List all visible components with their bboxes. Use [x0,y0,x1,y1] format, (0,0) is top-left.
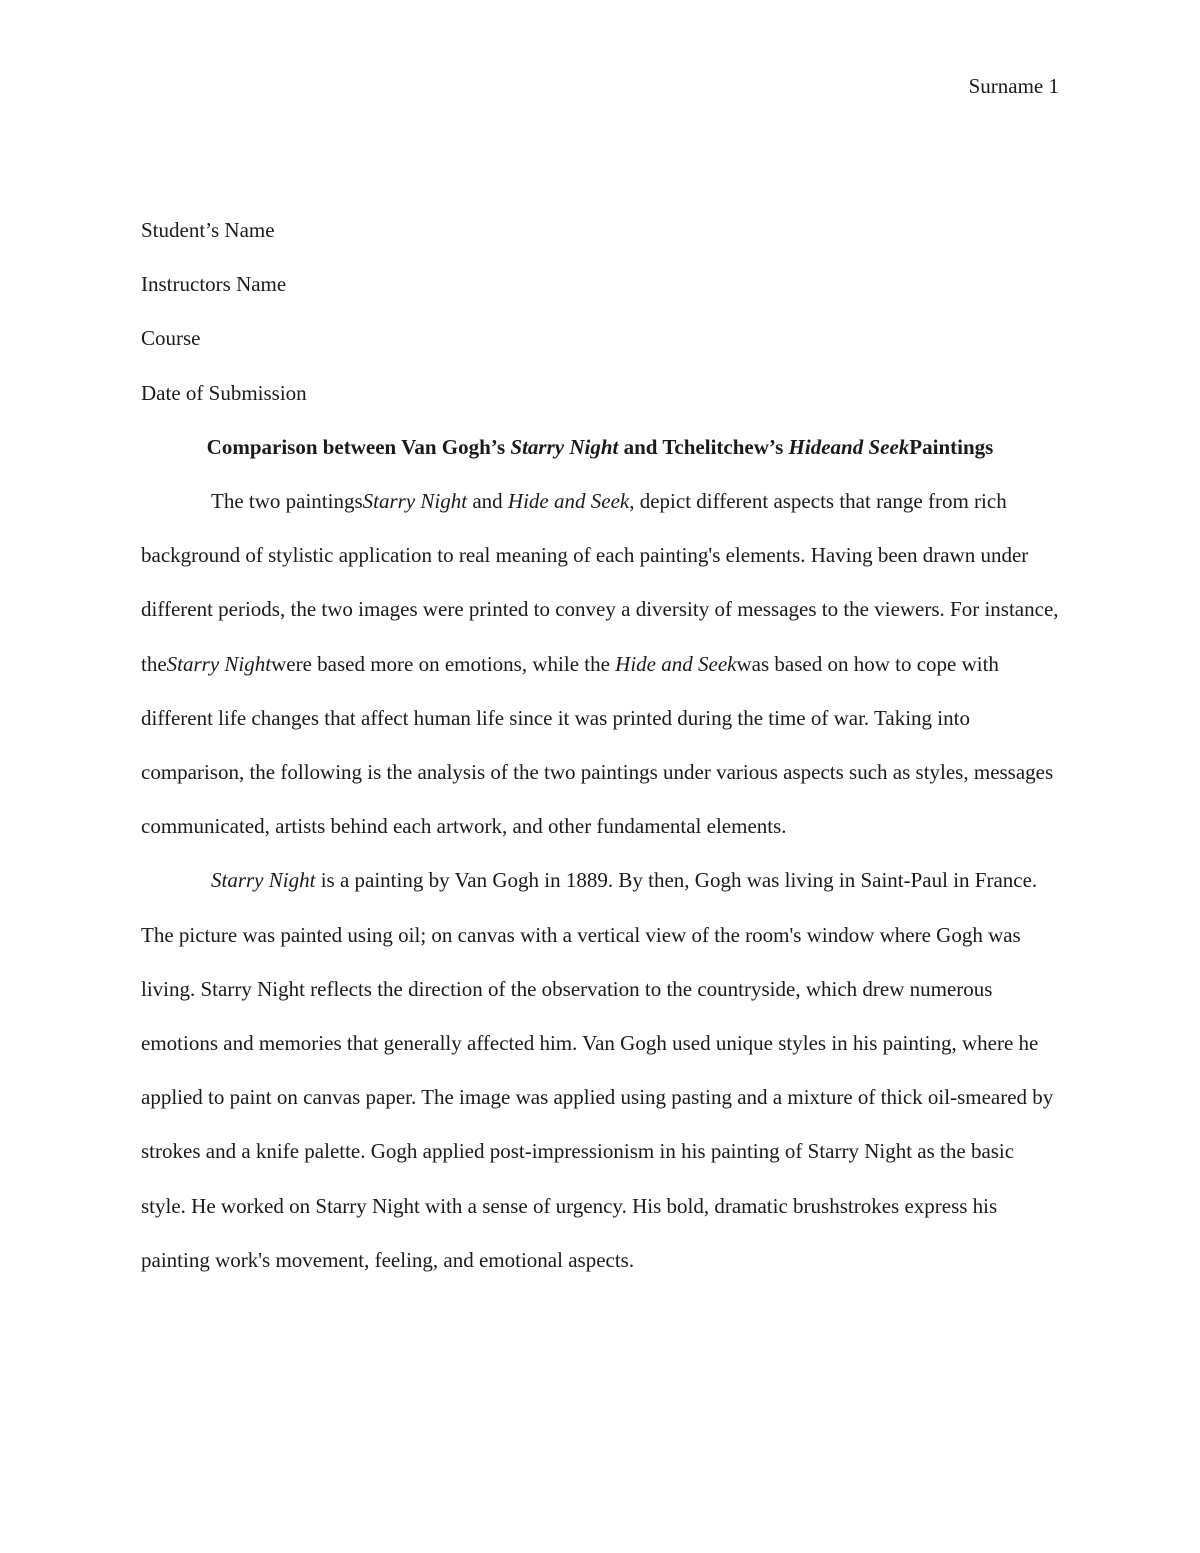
text-run: , depict different aspects that range [629,489,923,514]
essay-title [141,420,1059,474]
submission-date: Date of Submission [141,380,307,405]
italic-run: Starry Night [211,868,316,893]
document-body [141,203,1059,1287]
paragraph-line: Gogh applied post-impressionism in his painting of Starry Night as the basic style. He worked on [141,1139,1015,1218]
paragraph-line [141,489,923,513]
instructor-name: Instructors Name [141,272,287,297]
italic-run: Starry Night [166,651,272,676]
text-run: The two paintings [211,489,363,514]
text-run: were based more on emotions, while the [271,651,610,676]
title-italic-starry-night: Starry Night [510,434,619,459]
paragraph-line [141,868,948,892]
paragraph-line: was applied using pasting and a mixture of thick oil-smeared by strokes and a knife palette. [141,1085,1054,1164]
paragraph-line: in France. The picture was painted using oil; on canvas with a vertical view of the room's [141,868,1038,947]
running-head: Surname 1 [968,74,1059,98]
paragraph-line: window where Gogh was living. Starry Night reflects the direction of the observation to the [141,922,1021,1001]
text-run: and [467,489,508,514]
title-italic-hide-and-seek: Hideand Seek [788,434,910,459]
paragraph-line: artwork, and other fundamental elements. [436,814,787,839]
student-name: Student’s Name [141,218,275,242]
paragraph-line: been drawn under different periods, the two images were printed to convey a diversity of [141,543,1029,622]
text-run: messages to the viewers. For instance, the [141,597,1059,676]
text-run: is a painting by Van Gogh in 1889. By then, Gogh was living in Saint-Paul [315,868,948,893]
paragraph-line: countryside, which drew numerous emotions and memories that generally affected him. Van [141,976,993,1056]
italic-run: Starry Night [362,489,468,514]
course-name: Course [141,326,201,351]
title-text: and Tchelitchew’s [618,434,789,459]
title-text: Paintings [909,434,994,459]
italic-run: Hide and Seek [615,651,737,676]
italic-run: Hide and Seek [507,489,630,514]
paragraph-line: was printed during the time of war. Taking into comparison, the following is the analysis of the [141,705,970,785]
paragraph-1 [141,474,1059,853]
paragraph-line: two paintings under various aspects such as styles, messages communicated, artists behind each [141,760,1054,839]
paragraph-line: movement, feeling, and emotional aspects. [275,1247,635,1272]
paragraph-line: Starry Night with a sense of urgency. His bold, dramatic brushstrokes express his painting work's [141,1193,998,1272]
paragraph-line: from rich background of stylistic application to real meaning of each painting's elements. Having [141,489,1007,568]
title-text: Comparison between Van Gogh’s [206,434,511,459]
paragraph-line: Gogh used unique styles in his painting, where he applied to paint on canvas paper. The image [141,1031,1039,1110]
paragraph-2 [141,853,1059,1287]
text-run: was based on how to cope with different life changes that affect human life since it [141,651,999,730]
